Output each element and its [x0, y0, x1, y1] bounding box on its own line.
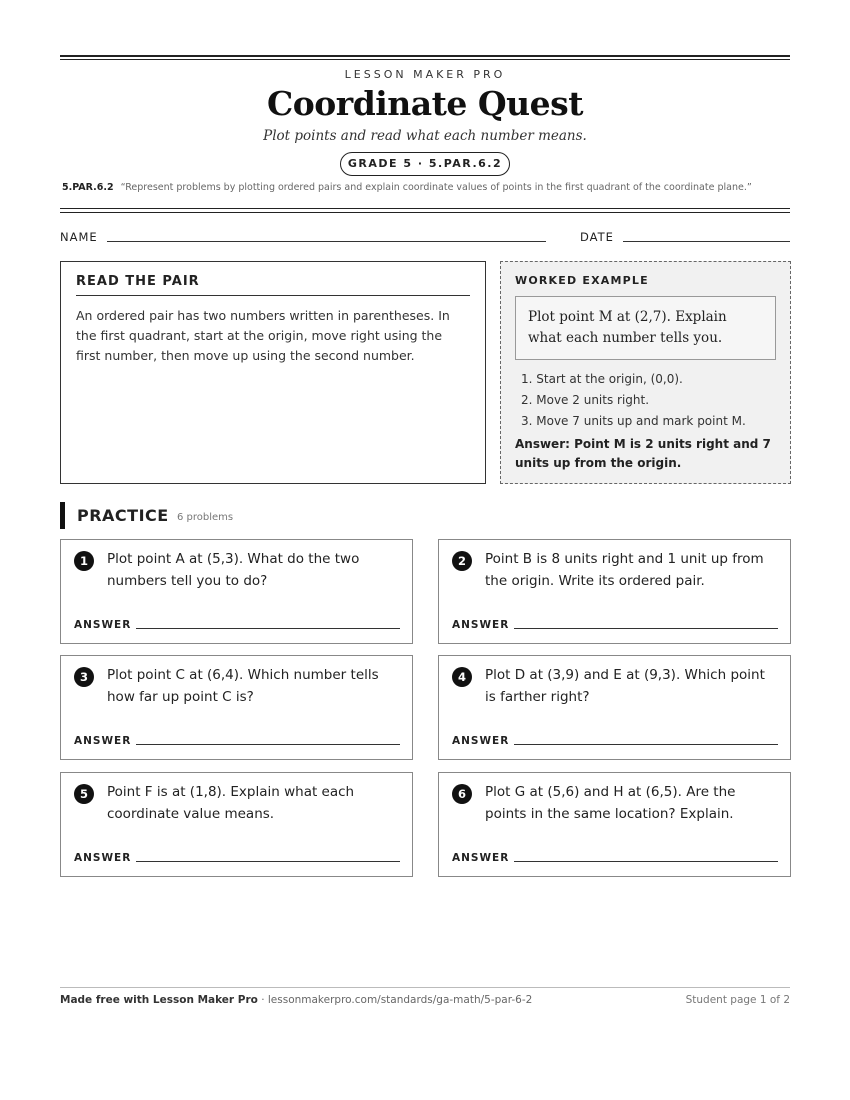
standard-statement [62, 182, 790, 193]
answer-label: ANSWER [452, 735, 510, 747]
problem-card-6 [438, 772, 791, 877]
standard-code: 5.PAR.6.2 [62, 182, 114, 193]
read-box-heading: READ THE PAIR [76, 274, 470, 296]
answer-field[interactable] [136, 861, 400, 862]
problem-card-5 [60, 772, 413, 877]
problem-number: 3 [74, 667, 94, 687]
problem-text: Plot point A at (5,3). What do the two numbers tell you to do? [107, 551, 360, 589]
practice-heading: PRACTICE [77, 506, 169, 525]
problem-text: Point B is 8 units right and 1 unit up from the origin. Write its ordered pair. [485, 551, 764, 589]
read-the-pair-box [60, 261, 486, 484]
answer-label: ANSWER [74, 619, 132, 631]
grade-badge: GRADE 5 · 5.PAR.6.2 [340, 152, 510, 176]
answer-label: ANSWER [452, 852, 510, 864]
page-subtitle: Plot points and read what each number means. [263, 128, 587, 144]
step-item: 3. Move 7 units up and mark point M. [521, 414, 746, 428]
standard-text: “Represent problems by plotting ordered pairs and explain coordinate values of points in the first quadrant of the coordinate plane.” [120, 182, 752, 193]
problem-number: 2 [452, 551, 472, 571]
answer-label: ANSWER [452, 619, 510, 631]
footer-rule [60, 987, 790, 988]
problem-text: Plot D at (3,9) and E at (9,3). Which point is farther right? [485, 667, 765, 705]
problem-card-2 [438, 539, 791, 644]
practice-accent-bar [60, 502, 65, 529]
worked-example-problem: Plot point M at (2,7). Explain what each number tells you. [515, 296, 776, 360]
problem-card-1 [60, 539, 413, 644]
practice-count: 6 problems [177, 512, 234, 523]
answer-label: ANSWER [74, 735, 132, 747]
page-title: Coordinate Quest [267, 84, 583, 123]
divider-rule-thin [60, 212, 790, 213]
answer-field[interactable] [136, 744, 400, 745]
problem-number: 1 [74, 551, 94, 571]
step-item: 2. Move 2 units right. [521, 393, 650, 407]
footer-page-number: Student page 1 of 2 [685, 994, 790, 1006]
answer-field[interactable] [514, 861, 778, 862]
answer-field[interactable] [514, 744, 778, 745]
header-rule [60, 55, 790, 57]
footer-credit [60, 994, 532, 1006]
date-field[interactable] [623, 241, 790, 242]
worked-example-steps [515, 369, 776, 432]
step-item: 1. Start at the origin, (0,0). [521, 372, 683, 386]
name-field[interactable] [107, 241, 546, 242]
read-box-body: An ordered pair has two numbers written in parentheses. In the first quadrant, start at the origin, move right using the first number, then move up using the second number. [76, 308, 450, 363]
brand-name: LESSON MAKER PRO [344, 68, 506, 81]
problem-text: Point F is at (1,8). Explain what each coordinate value means. [107, 784, 355, 822]
problem-card-4 [438, 655, 791, 760]
footer-made-with: Made free with Lesson Maker Pro [60, 994, 258, 1006]
problem-number: 5 [74, 784, 94, 804]
date-label: DATE [580, 230, 614, 244]
answer-label: ANSWER [74, 852, 132, 864]
worksheet-page [60, 0, 790, 1100]
answer-field[interactable] [136, 628, 400, 629]
worked-example-box [500, 261, 791, 484]
footer-url[interactable]: · lessonmakerpro.com/standards/ga-math/5-par-6-2 [257, 994, 533, 1006]
problem-number: 4 [452, 667, 472, 687]
problem-number: 6 [452, 784, 472, 804]
header-rule-thin [60, 59, 790, 60]
problem-text: Plot G at (5,6) and H at (6,5). Are the points in the same location? Explain. [485, 784, 736, 822]
problem-text: Plot point C at (6,4). Which number tells how far up point C is? [107, 667, 379, 705]
worked-example-heading: WORKED EXAMPLE [515, 274, 649, 287]
name-label: NAME [60, 230, 98, 244]
problem-card-3 [60, 655, 413, 760]
worked-example-answer: Answer: Point M is 2 units right and 7 units up from the origin. [515, 437, 771, 470]
answer-field[interactable] [514, 628, 778, 629]
divider-rule [60, 208, 790, 209]
